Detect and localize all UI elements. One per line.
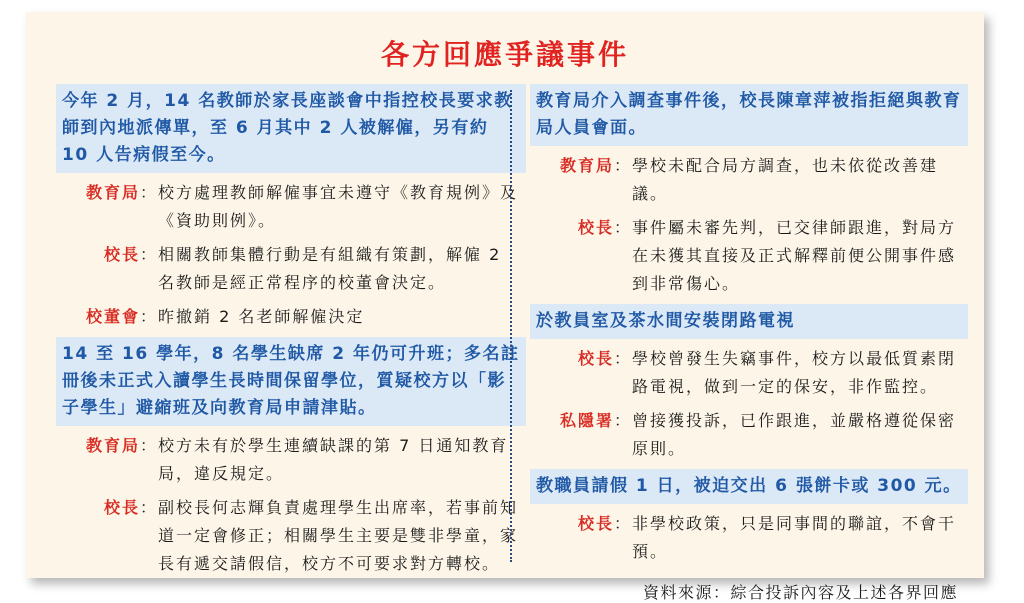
response-row [530, 510, 968, 566]
colon-separator: ： [614, 349, 633, 368]
response-text: 相關教師集體行動是有組織有策劃，解僱 2 名教師是經正常程序的校董會決定。 [158, 245, 502, 292]
colon-separator: ： [140, 183, 159, 202]
response-text: 事件屬未審先判，已交律師跟進，對局方在未獲其直接及正式解釋前便公開事件感到非常傷心。 [632, 218, 957, 293]
response-text: 校方處理教師解僱事宜未遵守《教育規例》及《資助則例》。 [158, 183, 519, 230]
infobox-card [26, 12, 984, 602]
colon-separator: ： [140, 245, 159, 264]
respondent-label: 校董會 [85, 307, 140, 326]
response-row [56, 432, 526, 488]
respondent-label: 教育局 [85, 183, 140, 202]
response-row [56, 303, 526, 331]
response-text: 校方未有於學生連續缺課的第 7 日通知教育局，違反規定。 [158, 436, 509, 483]
respondent-label: 校長 [577, 218, 614, 237]
issue-cctv: 於教員室及茶水間安裝閉路電視 [530, 304, 968, 339]
issue-staff-leave: 教職員請假 1 日，被迫交出 6 張餅卡或 300 元。 [530, 469, 968, 504]
colon-separator: ： [614, 411, 633, 430]
response-text: 副校長何志輝負責處理學生出席率，若事前知道一定會修正；相關學生主要是雙非學童，家長有遞交請假信，校方不可要求對方轉校。 [158, 498, 519, 573]
response-text: 非學校政策，只是同事間的聯誼，不會干預。 [632, 514, 957, 561]
column-divider [510, 90, 512, 562]
response-row [530, 214, 968, 298]
colon-separator: ： [140, 498, 159, 517]
response-row [530, 407, 968, 463]
respondent-label: 校長 [103, 498, 140, 517]
right-column [530, 84, 968, 603]
response-text: 曾接獲投訴，已作跟進，並嚴格遵從保密原則。 [632, 411, 957, 458]
issue-shadow-students: 14 至 16 學年，8 名學生缺席 2 年仍可升班；多名註冊後未正式入讀學生長時間保留學位，質疑校方以「影子學生」避縮班及向教育局申請津貼。 [56, 337, 526, 426]
respondent-label: 校長 [577, 514, 614, 533]
source-note: 資料來源：綜合投訴內容及上述各界回應 [642, 583, 958, 602]
response-text: 學校未配合局方調查，也未依從改善建議。 [632, 156, 939, 203]
left-column [56, 84, 526, 584]
colon-separator: ： [614, 156, 633, 175]
colon-separator: ： [140, 436, 159, 455]
respondent-label: 校長 [577, 349, 614, 368]
respondent-label: 教育局 [559, 156, 614, 175]
response-row [56, 241, 526, 297]
response-text: 學校曾發生失竊事件，校方以最低質素閉路電視，做到一定的保安，非作監控。 [632, 349, 957, 396]
response-row [530, 345, 968, 401]
response-text: 昨撤銷 2 名老師解僱決定 [158, 307, 365, 326]
response-row [530, 152, 968, 208]
respondent-label: 校長 [103, 245, 140, 264]
issue-meeting-refusal: 教育局介入調查事件後，校長陳章萍被指拒絕與教育局人員會面。 [530, 84, 968, 146]
respondent-label: 私隱署 [559, 411, 614, 430]
issue-staff-dismissal: 今年 2 月，14 名教師於家長座談會中指控校長要求教師到內地派傳單，至 6 月其中 2 人被解僱，另有約 10 人告病假至今。 [56, 84, 526, 173]
infobox-title: 各方回應爭議事件 [380, 38, 629, 71]
colon-separator: ： [614, 514, 633, 533]
colon-separator: ： [140, 307, 159, 326]
respondent-label: 教育局 [85, 436, 140, 455]
response-row [56, 494, 526, 578]
colon-separator: ： [614, 218, 633, 237]
response-row [56, 179, 526, 235]
